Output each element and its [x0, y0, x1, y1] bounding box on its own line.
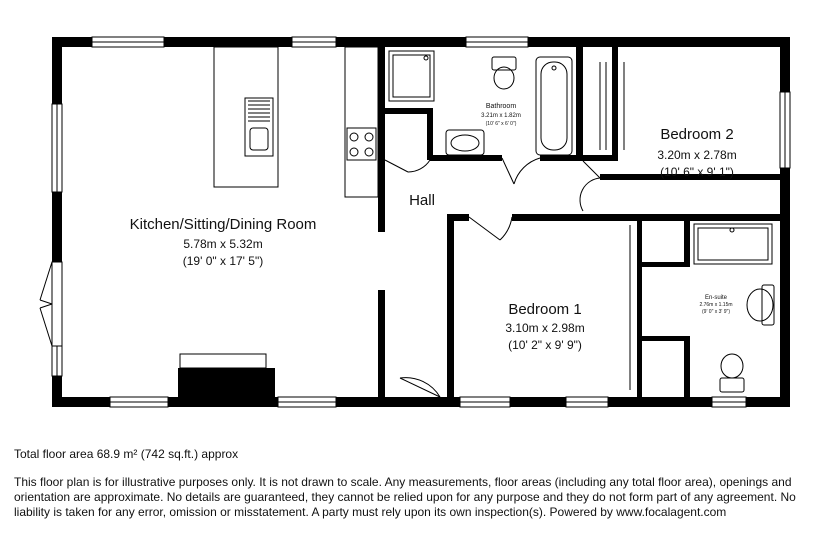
kitchen-name: Kitchen/Sitting/Dining Room	[129, 216, 317, 233]
fireplace	[178, 368, 275, 397]
bedroom1-imperial: (10' 2" x 9' 9")	[508, 338, 582, 352]
kitchen-metric: 5.78m x 5.32m	[183, 237, 263, 251]
ensuite-name: En-suite	[704, 295, 728, 301]
bedroom2-imperial: (10' 6" x 9' 1")	[660, 165, 734, 179]
ensuite-metric: 2.76m x 1.15m	[699, 302, 733, 308]
total-floor-area: Total floor area 68.9 m² (742 sq.ft.) approx	[14, 447, 239, 461]
bedroom2-name: Bedroom 2	[660, 126, 734, 143]
bathroom-fittings	[389, 51, 572, 155]
kitchen-imperial: (19' 0" x 17' 5")	[182, 254, 264, 268]
ensuite-fittings	[694, 224, 774, 392]
bedroom2-metric: 3.20m x 2.78m	[657, 148, 737, 162]
bathroom-metric: 3.21m x 1.82m	[481, 113, 521, 119]
bedroom1-name: Bedroom 1	[508, 301, 582, 318]
ensuite-imperial: (9' 0" x 3' 9")	[702, 309, 730, 315]
french-doors	[40, 262, 62, 346]
bathroom-name: Bathroom	[485, 103, 517, 110]
bathroom-imperial: (10' 6" x 6' 0")	[485, 121, 517, 127]
bedroom1-metric: 3.10m x 2.98m	[505, 321, 585, 335]
hall-name: Hall	[409, 192, 435, 209]
kitchen-fittings	[180, 47, 378, 368]
disclaimer-text: This floor plan is for illustrative purposes only. It is not drawn to scale. Any measurements, floor areas (including any total floor area), openings and orientation are approximate. No details are guaranteed, they cannot be relied upon for any purpose and they do not form part of any agreement. No liability is taken for any error, omission or misstatement. A party must rely upon its own inspection(s). Powered by www.focalagent.com	[14, 475, 796, 519]
